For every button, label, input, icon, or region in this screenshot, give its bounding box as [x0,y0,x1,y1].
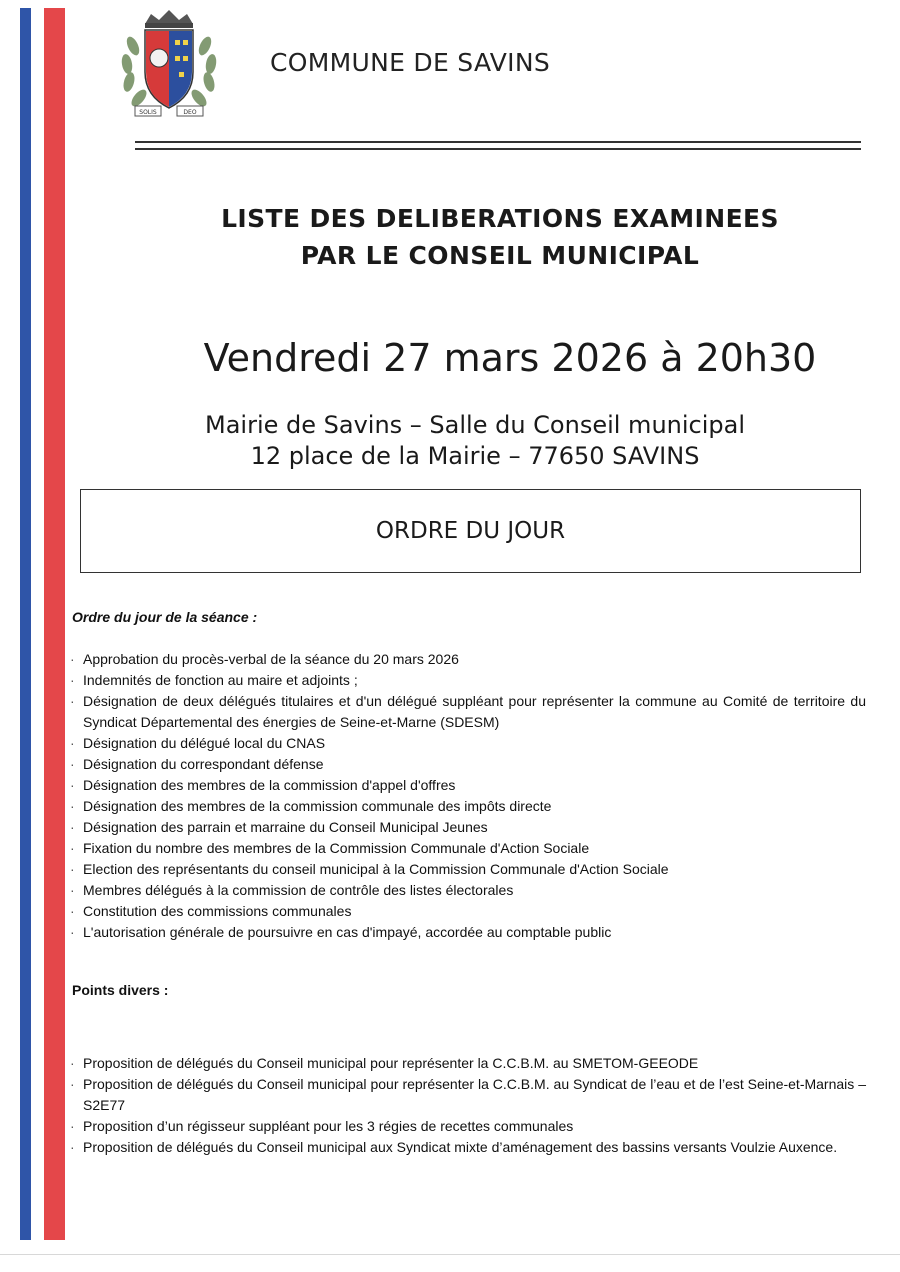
venue-line-2: 12 place de la Mairie – 77650 SAVINS [250,442,700,470]
red-flag-stripe [44,8,65,1240]
agenda-item [70,649,866,670]
bullet-icon: · [70,861,75,877]
agenda-item [70,1116,866,1137]
agenda-item-text: Proposition de délégués du Conseil municipal pour représenter la C.C.B.M. au SMETOM-GEEODE [83,1055,699,1071]
venue-line-1: Mairie de Savins – Salle du Conseil municipal [205,411,745,439]
session-agenda-label: Ordre du jour de la séance : [72,609,258,625]
bullet-icon: · [70,1139,75,1155]
commune-crest-icon [115,6,223,122]
bullet-icon: · [70,882,75,898]
commune-name: COMMUNE DE SAVINS [270,48,550,77]
bullet-icon: · [70,756,75,772]
agenda-item-text: Proposition d’un régisseur suppléant pour les 3 régies de recettes communales [83,1118,574,1134]
blue-flag-stripe [20,8,31,1240]
title-line-1: LISTE DES DELIBERATIONS EXAMINEES [221,204,779,233]
agenda-item-text: Désignation des membres de la commission d'appel d'offres [83,777,456,793]
bullet-icon: · [70,819,75,835]
bullet-icon: · [70,903,75,919]
agenda-item-text: Désignation des parrain et marraine du Conseil Municipal Jeunes [83,819,488,835]
bullet-icon: · [70,840,75,856]
header-divider-top [135,141,861,143]
agenda-item [70,1137,866,1158]
agenda-item [70,733,866,754]
agenda-item [70,691,866,733]
bullet-icon: · [70,693,75,709]
document-title [130,200,870,274]
agenda-item-text: Désignation des membres de la commission communale des impôts directe [83,798,552,814]
misc-points-label: Points divers : [72,982,169,998]
meeting-venue [130,410,820,472]
bullet-icon: · [70,1076,75,1092]
bullet-icon: · [70,672,75,688]
agenda-item [70,796,866,817]
bullet-icon: · [70,735,75,751]
agenda-item [70,775,866,796]
agenda-heading-box [80,489,861,573]
meeting-date-time: Vendredi 27 mars 2026 à 20h30 [203,336,817,380]
agenda-item [70,859,866,880]
agenda-item-text: Approbation du procès-verbal de la séance du 20 mars 2026 [83,651,459,667]
bullet-icon: · [70,1118,75,1134]
session-agenda-list [70,649,866,943]
title-line-2: PAR LE CONSEIL MUNICIPAL [300,241,700,270]
agenda-item-text: Désignation du délégué local du CNAS [83,735,326,751]
agenda-heading: ORDRE DU JOUR [375,518,566,544]
crest-motto-left: SOLIS [139,109,157,116]
agenda-item [70,880,866,901]
page-bottom-rule [0,1254,900,1255]
agenda-item [70,1074,866,1116]
agenda-item-text: Membres délégués à la commission de contrôle des listes électorales [83,882,514,898]
bullet-icon: · [70,798,75,814]
agenda-item [70,1053,866,1074]
agenda-item-text: Indemnités de fonction au maire et adjoints ; [83,672,358,688]
agenda-item-text: Proposition de délégués du Conseil municipal aux Syndicat mixte d’aménagement des bassins versants Voulzie Auxence. [83,1139,838,1155]
agenda-item-text: Proposition de délégués du Conseil municipal pour représenter la C.C.B.M. au Syndicat de l’eau et de l’est Seine-et-Marnais – S2E77 [83,1076,866,1113]
agenda-item [70,817,866,838]
agenda-item-text: Désignation du correspondant défense [83,756,324,772]
agenda-item [70,922,866,943]
bullet-icon: · [70,924,75,940]
agenda-item [70,670,866,691]
bullet-icon: · [70,651,75,667]
agenda-item-text: Constitution des commissions communales [83,903,352,919]
agenda-item [70,838,866,859]
agenda-item-text: Fixation du nombre des membres de la Commission Communale d'Action Sociale [83,840,590,856]
agenda-item-text: Election des représentants du conseil municipal à la Commission Communale d'Action Sociale [83,861,669,877]
agenda-item [70,754,866,775]
bullet-icon: · [70,1055,75,1071]
agenda-item [70,901,866,922]
misc-points-list [70,1053,866,1158]
agenda-item-text: L'autorisation générale de poursuivre en cas d'impayé, accordée au comptable public [83,924,612,940]
bullet-icon: · [70,777,75,793]
agenda-item-text: Désignation de deux délégués titulaires et d'un délégué suppléant pour représenter la commune au Comité de territoire du Syndicat Départemental des énergies de Seine-et-Marne (SDESM) [83,693,866,730]
crest-motto-right: DEO [183,109,197,116]
header-divider-bottom [135,148,861,150]
